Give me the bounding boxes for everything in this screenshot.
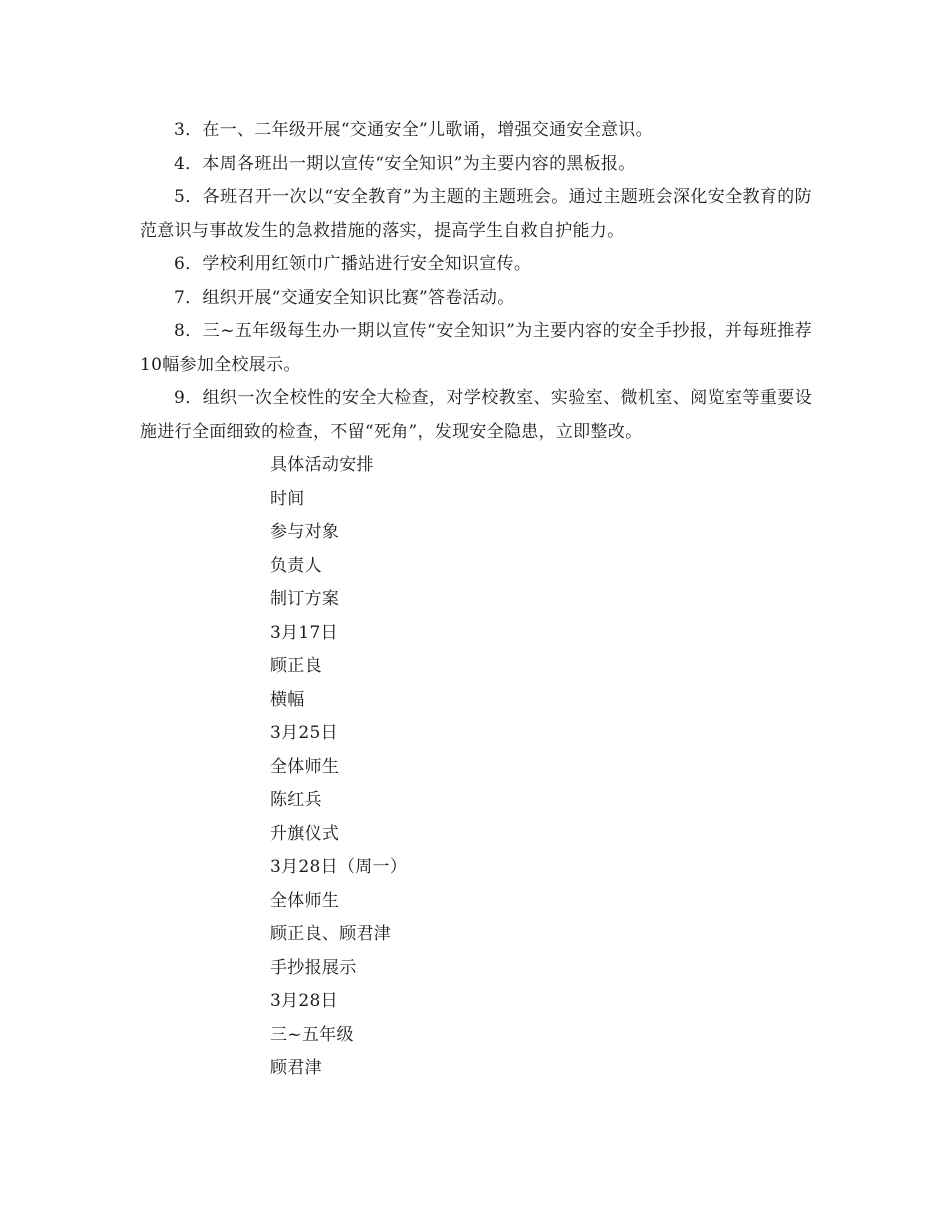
schedule-line: 3月28日	[270, 991, 338, 1011]
schedule-list	[140, 449, 812, 1086]
schedule-line: 顾正良	[270, 656, 322, 676]
schedule-line: 陈红兵	[270, 790, 322, 810]
paragraph-item-6: 6．学校利用红领巾广播站进行安全知识宣传。	[174, 254, 532, 274]
schedule-line: 全体师生	[270, 890, 340, 911]
schedule-line: 3月28日（周一）	[270, 857, 408, 877]
paragraph-item-5: 5．各班召开一次以“安全教育”为主题的主题班会。通过主题班会深化安全教育的防范意识与事故发生的急救措施的落实，提高学生自救自护能力。	[140, 187, 812, 241]
schedule-line: 横幅	[270, 689, 305, 710]
schedule-line: 全体师生	[270, 756, 340, 777]
paragraph-item-8: 8．三~五年级每生办一期以宣传“安全知识”为主要内容的安全手抄报，并每班推荐10幅参加全校展示。	[140, 321, 812, 375]
schedule-line: 三~五年级	[270, 1024, 354, 1045]
schedule-line: 3月17日	[270, 622, 338, 643]
schedule-line: 制订方案	[270, 589, 340, 609]
schedule-line: 负责人	[270, 555, 322, 576]
document-body	[140, 114, 812, 1086]
paragraph-item-4: 4．本周各班出一期以宣传“安全知识”为主要内容的黑板报。	[174, 153, 636, 174]
schedule-line: 时间	[270, 488, 305, 509]
paragraph-item-3: 3．在一、二年级开展“交通安全”儿歌诵，增强交通安全意识。	[174, 120, 653, 140]
schedule-line: 手抄报展示	[270, 957, 357, 978]
schedule-title: 具体活动安排	[270, 455, 374, 475]
schedule-line: 顾正良、顾君津	[270, 924, 392, 944]
paragraph-item-7: 7．组织开展“交通安全知识比赛”答卷活动。	[174, 287, 515, 308]
schedule-line: 升旗仪式	[270, 823, 340, 844]
schedule-line: 顾君津	[270, 1058, 322, 1078]
paragraph-item-9: 9．组织一次全校性的安全大检查，对学校教室、实验室、微机室、阅览室等重要设施进行全面细致的检查，不留“死角”，发现安全隐患，立即整改。	[140, 388, 812, 442]
schedule-line: 参与对象	[270, 522, 340, 542]
schedule-line: 3月25日	[270, 723, 338, 743]
